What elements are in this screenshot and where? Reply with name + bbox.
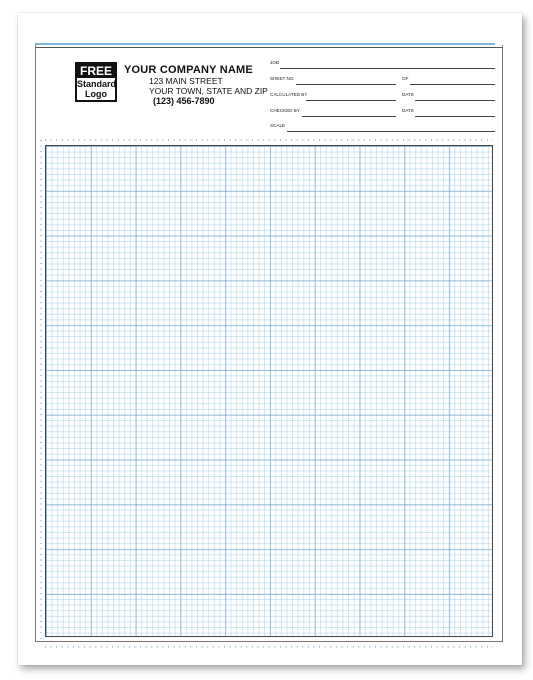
logo-line-logo: Logo [85,89,107,99]
graph-paper-grid[interactable] [45,145,493,637]
date-field-2[interactable] [415,116,495,117]
date-field-1[interactable] [415,100,495,101]
grid-top-ticks [45,139,493,141]
company-phone: (123) 456-7890 [153,96,215,106]
logo-box [75,62,117,102]
field-row-job [270,60,495,70]
company-address-line2: YOUR TOWN, STATE AND ZIP [149,86,268,96]
field-row-sheet [270,76,495,86]
company-address-line1: 123 MAIN STREET [149,76,223,86]
field-row-calculated [270,92,495,102]
checked-by-label: CHECKED BY [270,108,300,113]
job-label: JOB [270,60,279,65]
of-label: OF [402,76,409,81]
of-field[interactable] [410,84,495,85]
scale-label: SCALE [270,123,286,128]
job-field[interactable] [280,68,495,69]
sheet-no-field[interactable] [296,84,396,85]
grid-bottom-ticks [45,646,493,648]
company-name: YOUR COMPANY NAME [124,64,253,76]
logo-free-label: FREE [77,64,115,78]
date-label-2: DATE [402,108,414,113]
logo-line-standard: Standard [77,79,117,89]
company-block [124,64,268,107]
sheet-no-label: SHEET NO. [270,76,295,81]
calculated-by-field[interactable] [306,100,396,101]
date-label-1: DATE [402,92,414,97]
grid-left-ticks [40,140,42,640]
calculated-by-label: CALCULATED BY [270,92,308,97]
scale-field[interactable] [287,131,495,132]
field-row-checked [270,108,495,118]
field-row-scale [270,123,495,133]
checked-by-field[interactable] [302,116,396,117]
